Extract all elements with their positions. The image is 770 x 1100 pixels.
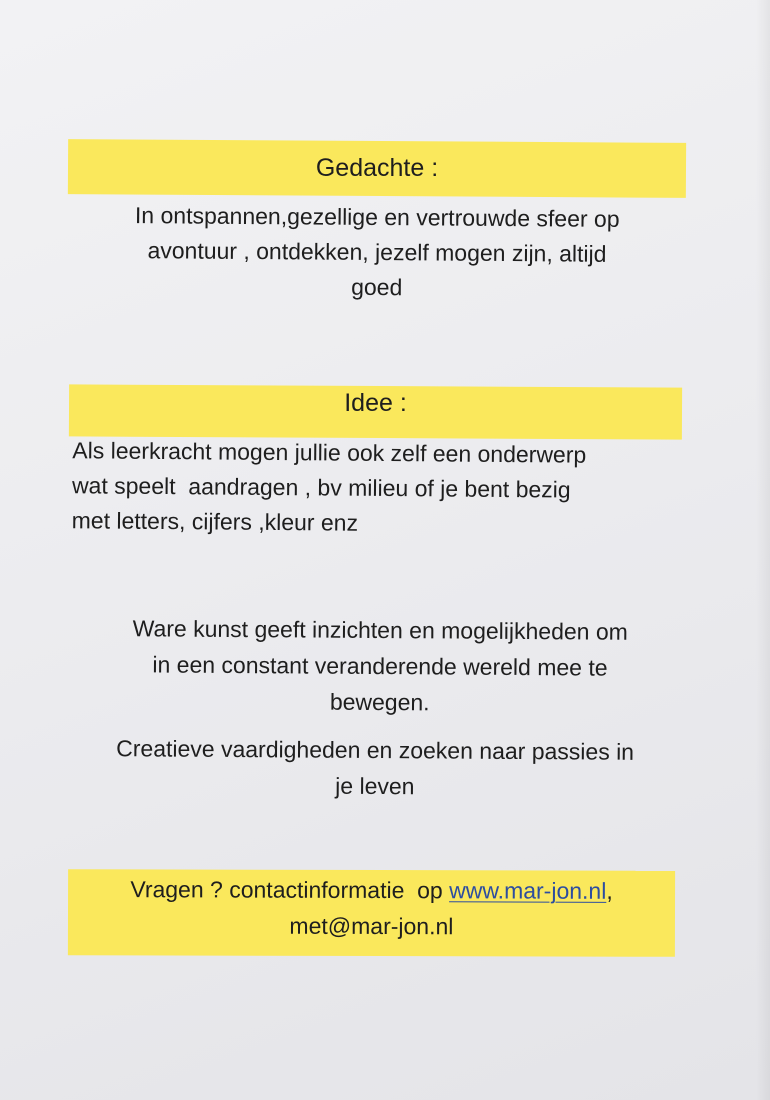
idee-heading: Idee : (344, 389, 407, 417)
gedachte-line: avontuur , ontdekken, jezelf mogen zijn, altijd (147, 237, 607, 267)
idee-line: Als leerkracht mogen jullie ook zelf een onderwerp (72, 437, 587, 468)
paper-edge-shadow (756, 0, 770, 1100)
gedachte-heading: Gedachte : (315, 154, 439, 182)
kunst-line: in een constant veranderende wereld mee te (152, 651, 608, 681)
contact-line (68, 871, 675, 909)
contact-paragraph (68, 871, 675, 945)
kunst-paragraph (60, 610, 701, 722)
idee-line: wat speelt aandragen , bv milieu of je bent bezig (71, 472, 571, 503)
idee-line: met letters, cijfers ,kleur enz (71, 507, 359, 536)
creatief-line: je leven (335, 772, 415, 800)
kunst-line: bewegen. (329, 688, 430, 716)
gedachte-line: goed (351, 273, 403, 301)
kunst-line: Ware kunst geeft inzichten en mogelijkheden om (132, 615, 628, 645)
idee-paragraph (72, 433, 713, 544)
contact-email: met@mar-jon.nl (289, 912, 454, 940)
gedachte-line: In ontspannen,gezellige en vertrouwde sfeer op (134, 202, 620, 232)
website-link[interactable]: www.mar-jon.nl (449, 877, 607, 904)
contact-prefix: Vragen ? contactinformatie op (130, 876, 450, 904)
gedachte-paragraph (68, 198, 687, 308)
creatief-paragraph (60, 730, 690, 806)
creatief-line: Creatieve vaardigheden en zoeken naar passies in (116, 735, 635, 765)
contact-suffix: , (606, 877, 613, 904)
